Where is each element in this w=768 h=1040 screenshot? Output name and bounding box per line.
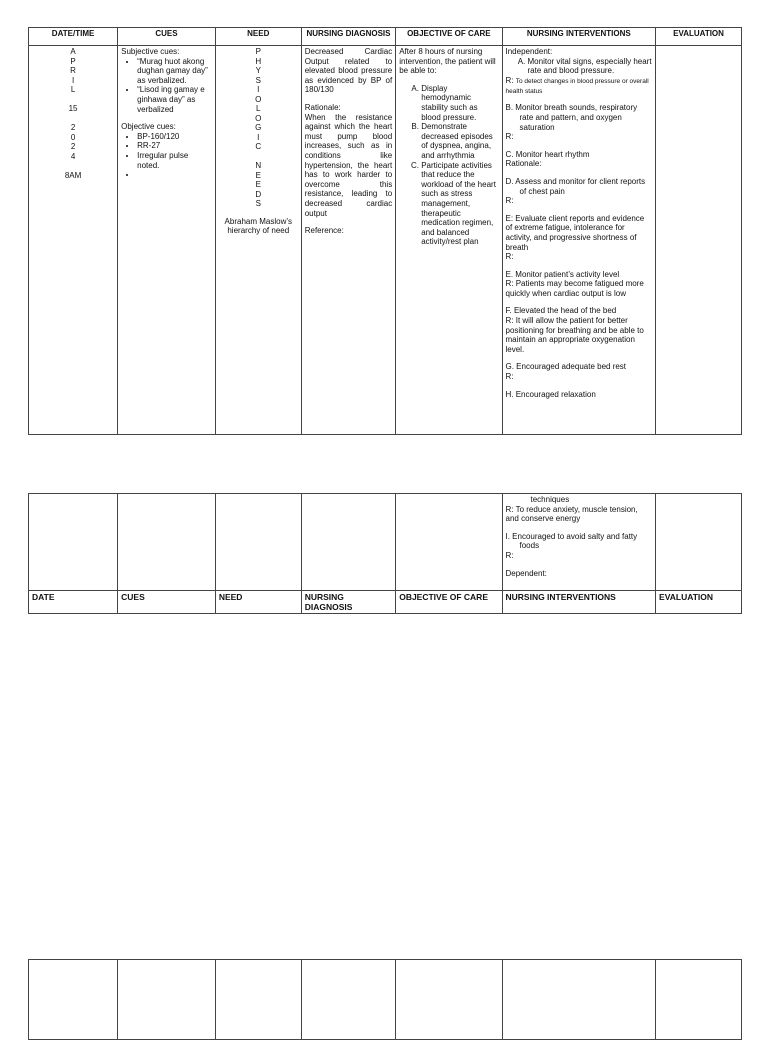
footer-objective-of-care: OBJECTIVE OF CARE [396,591,502,614]
need-char: L [256,104,261,113]
date-char: A [70,47,76,56]
diagnosis-text: Decreased Cardiac Output related to elevated blood pressure as evidenced by BP of 180/130 [304,47,393,95]
intervention-continuation: techniques [530,495,570,504]
need-char: H [255,56,262,66]
objective-item: B. Demonstrate decreased episodes of dyspnea, angina, and arrhythmia [421,122,498,160]
interventions-cell [502,46,656,435]
intervention-rationale: R: [505,196,514,206]
need-reference: Abraham Maslow’s hierarchy of need [224,216,292,236]
header-objective-of-care: OBJECTIVE OF CARE [396,28,502,46]
cues-cell [118,46,216,435]
empty-cell [215,494,301,591]
need-char [219,152,298,162]
diagnosis-rationale-label: Rationale: [304,102,341,112]
blank-row [29,960,742,1040]
empty-cell [396,494,502,591]
intervention-rationale: R: [505,372,514,382]
empty-cell [502,960,656,1040]
objective-item: A. Display hemodynamic stability such as blood pressure. [421,84,498,122]
intervention-list-a [506,57,653,76]
need-char: P [255,47,261,56]
need-char: I [257,132,260,142]
need-char: D [255,189,262,199]
objective-cell [396,46,502,435]
empty-cell [656,960,742,1040]
need-char: S [255,199,261,208]
need-char: Y [255,66,261,75]
footer-evaluation: EVALUATION [656,591,742,614]
objective-cue: • BP-160/120 [137,132,212,142]
evaluation-cell [656,46,742,435]
need-char: O [255,94,262,104]
need-char: G [255,123,262,132]
objective-item: C. Participate activities that reduce the workload of the heart such as stress management, therapeutic medication regimen, and balanced activity/rest plan [421,161,498,247]
intervention-rationale: R: It will allow the patient for better positioning for breathing and be able to maintain an appropriate oxygenation level. [505,316,644,354]
header-nursing-diagnosis: NURSING DIAGNOSIS [301,28,395,46]
date-char: R [70,66,76,75]
empty-cell [29,960,118,1040]
date-char: P [70,56,76,66]
date-char [32,95,114,105]
empty-cell [656,494,742,591]
empty-cell [215,960,301,1040]
continuation-row [29,494,742,591]
need-cell [215,46,301,435]
objective-cue: • RR-27 [137,141,212,151]
need-letters [219,47,298,209]
intervention-item: E. Monitor patient’s activity level [505,269,620,279]
objective-cue: • Irregular pulse noted. [137,151,212,170]
need-char: E [255,180,261,189]
empty-cell [301,494,395,591]
intervention-item: I. Encouraged to avoid salty and fatty foods [505,531,638,551]
date-char: 2 [70,123,76,132]
intervention-item: E: Evaluate client reports and evidence of extreme fatigue, intolerance for activity, and progressive shortness of breath [505,213,645,252]
blank-table [28,959,742,1040]
diagnosis-rationale: When the resistance against which the heart must pump blood increases, such as in conditions like hypertension, the heart has to work harder to overcome this resistance, leading to decreased cardiac output [304,112,393,218]
date-char [32,161,114,171]
intervention-item: C. Monitor heart rhythm [505,149,590,159]
objective-label: Objective cues: [121,122,176,132]
intervention-rationale: R: [505,132,514,142]
intervention-rationale: R: [505,252,514,262]
nursing-care-plan-table [28,27,742,435]
footer-nursing-diagnosis: NURSING DIAGNOSIS [301,591,395,614]
independent-label: Independent: [505,47,553,56]
need-char: N [255,161,262,170]
need-char: O [255,113,262,123]
empty-cell [118,494,216,591]
intervention-rationale: R: Patients may become fatigued more quickly when cardiac output is low [505,279,644,298]
date-char: 15 [68,104,78,113]
header-evaluation: EVALUATION [656,28,742,46]
date-time-cell [29,46,118,435]
intervention-item: F. Elevated the head of the bed [505,306,617,316]
subjective-cue: • “Lisod ing gamay e ginhawa day” as verbalized [137,85,212,114]
empty-cell [29,494,118,591]
date-char: L [70,85,76,94]
footer-nursing-interventions: NURSING INTERVENTIONS [502,591,656,614]
empty-cell [118,960,216,1040]
dependent-label: Dependent: [505,568,547,578]
footer-need: NEED [215,591,301,614]
intervention-item: D. Assess and monitor for client reports of chest pain [505,176,646,196]
header-cues: CUES [118,28,216,46]
intervention-item: H. Encouraged relaxation [505,389,596,399]
header-row [29,28,742,46]
continuation-table [28,493,742,614]
date-char [32,114,114,124]
header-nursing-interventions: NURSING INTERVENTIONS [502,28,656,46]
date-char: 0 [70,132,76,142]
rationale-text: R: To detect changes in blood pressure or overall health status [505,75,649,95]
need-char: E [255,170,261,180]
objective-intro: After 8 hours of nursing intervention, the patient will be able to: [399,47,496,76]
empty-cell [396,960,502,1040]
need-char: I [257,85,260,94]
header-need: NEED [215,28,301,46]
footer-date: DATE [29,591,118,614]
need-char: C [255,142,262,151]
date-char: I [71,75,75,85]
objective-list [399,84,498,247]
objective-cue-empty [137,170,212,180]
intervention-rationale [506,76,653,96]
intervention-rationale: R: [505,550,514,560]
footer-cues: CUES [118,591,216,614]
diagnosis-reference-label: Reference: [304,226,344,236]
intervention-item: G. Encouraged adequate bed rest [505,362,627,372]
intervention-item: B. Monitor breath sounds, respiratory rate and pattern, and oxygen saturation [505,103,638,132]
header-date-time: DATE/TIME [29,28,118,46]
continuation-interventions-cell [502,494,656,591]
empty-cell [301,960,395,1040]
date-char: 4 [70,151,76,161]
subjective-list [121,57,212,115]
intervention-rationale: Rationale: [505,159,542,169]
subjective-label: Subjective cues: [121,47,180,56]
need-char: S [255,75,261,85]
intervention-rationale: R: To reduce anxiety, muscle tension, and conserve energy [505,504,638,524]
care-plan-row [29,46,742,435]
subjective-cue: • “Murag huot akong dughan gamay day” as verbalized. [137,57,212,86]
date-char: 8AM [64,170,82,180]
diagnosis-cell [301,46,395,435]
intervention-item: A. Monitor vital signs, especially heart rate and blood pressure. [528,57,653,76]
date-char: 2 [70,142,76,151]
objective-list [121,132,212,180]
footer-header-row [29,591,742,614]
